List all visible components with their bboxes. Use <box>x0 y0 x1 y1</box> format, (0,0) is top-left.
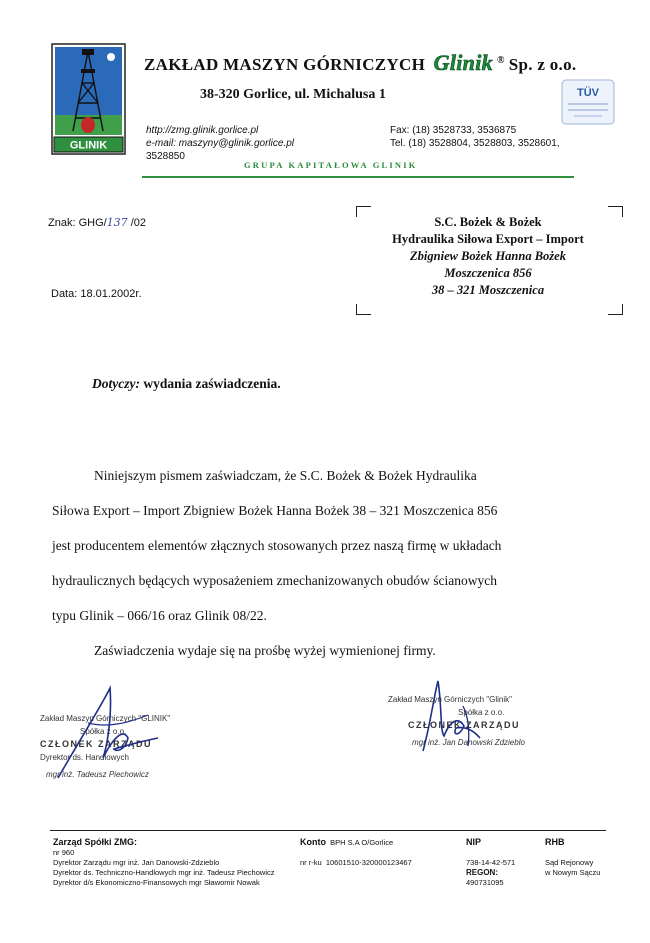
website-link[interactable]: http://zmg.glinik.gorlice.pl <box>146 125 259 136</box>
footer-board <box>53 837 274 888</box>
body-line: Zaświadczenia wydaje się na prośbę wyżej wymienionej firmy. <box>94 643 436 658</box>
znak-handwritten-number: 137 <box>106 216 128 229</box>
rhb-label: RHB <box>545 837 565 847</box>
recipient-line: 38 – 321 Moszczenica <box>431 283 545 297</box>
capital-group-line: GRUPA KAPITAŁOWA GLINIK <box>244 160 418 170</box>
header-divider <box>142 176 574 178</box>
legal-form: Sp. z o.o. <box>508 55 577 74</box>
stamp-line: mgr inż. Jan Danowski Zdzieblo <box>412 738 525 747</box>
tel-number: Tel. (18) 3528804, 3528803, 3528601, <box>390 138 560 149</box>
tuv-certificate-badge <box>560 78 616 126</box>
tuv-icon <box>560 78 616 126</box>
stamp-line: Dyrektor ds. Handlowych <box>40 753 129 762</box>
znak-prefix: Znak: GHG/ <box>48 217 107 229</box>
footer-registry <box>545 837 600 878</box>
stamp-line: Spółka z o.o. <box>80 727 127 736</box>
contact-phone-fax <box>390 124 560 150</box>
contact-web-email <box>146 124 294 163</box>
brand-wordmark: Glinik <box>433 50 493 75</box>
nip-number: 738-14-42-571 <box>466 858 516 867</box>
address-corner-mark <box>356 206 371 217</box>
regon-label: REGON: <box>466 868 498 877</box>
nip-label: NIP <box>466 837 482 847</box>
fax-number: Fax: (18) 3528733, 3536875 <box>390 125 517 136</box>
subject-text: wydania zaświadczenia. <box>139 376 281 391</box>
footer-divider <box>50 830 606 831</box>
account-prefix: nr r-ku <box>300 858 322 867</box>
logo-label: GLINIK <box>69 139 108 152</box>
body-line: jest producentem elementów złącznych stosowanych przez naszą firmę w układach <box>52 538 502 553</box>
board-title: Zarząd Spółki ZMG: <box>53 837 138 847</box>
company-address: 38-320 Gorlice, ul. Michalusa 1 <box>200 87 386 102</box>
recipient-address <box>370 214 606 299</box>
board-nr: nr 960 <box>53 848 75 857</box>
registered-mark: ® <box>496 55 505 67</box>
letter-subject <box>92 376 281 392</box>
email-link[interactable]: e-mail: maszyny@glinik.gorlice.pl <box>146 138 294 149</box>
company-logo <box>51 43 126 155</box>
recipient-line: S.C. Bożek & Bożek <box>434 215 542 229</box>
board-director: Dyrektor ds. Techniczno-Handlowych mgr inż. Tadeusz Piechowicz <box>53 868 275 877</box>
reference-number <box>48 216 146 229</box>
stamp-line: Spółka z o.o. <box>458 708 505 717</box>
regon-number: 490731095 <box>466 878 504 887</box>
subject-label: Dotyczy: <box>92 376 140 391</box>
company-name-text: ZAKŁAD MASZYN GÓRNICZYCH <box>144 55 426 74</box>
letter-body <box>52 458 592 668</box>
court-line: Sąd Rejonowy <box>545 858 594 867</box>
board-director: Dyrektor Zarządu mgr inż. Jan Danowski-Zdzieblo <box>53 858 220 867</box>
znak-suffix: /02 <box>127 217 147 229</box>
letter-date: Data: 18.01.2002r. <box>51 288 142 300</box>
address-corner-mark <box>356 304 371 315</box>
svg-text:TÜV: TÜV <box>577 87 599 99</box>
body-line: Siłowa Export – Import Zbigniew Bożek Hanna Bożek 38 – 321 Moszczenica 856 <box>52 503 498 518</box>
recipient-line: Moszczenica 856 <box>444 266 532 280</box>
board-director: Dyrektor d/s Ekonomiczno-Finansowych mgr Sławomir Nowak <box>53 878 260 887</box>
stamp-line: mgr inż. Tadeusz Piechowicz <box>46 770 149 779</box>
phone-extra: 3528850 <box>146 151 185 162</box>
oil-derrick-icon <box>51 43 126 155</box>
stamp-line: Zakład Maszyn Górniczych "GLINIK" <box>40 714 171 723</box>
footer-bank <box>300 837 412 868</box>
left-handwritten-signature <box>48 683 168 783</box>
stamp-line: CZŁONEK ZARZĄDU <box>40 739 152 749</box>
stamp-line: Zakład Maszyn Górniczych "Glinik" <box>388 695 512 704</box>
body-line: hydraulicznych będących wyposażeniem zmechanizowanych obudów ścianowych <box>52 573 497 588</box>
right-handwritten-signature <box>408 676 498 756</box>
bank-name: BPH S.A O/Gorlice <box>330 838 394 847</box>
company-name <box>144 50 576 76</box>
stamp-line: CZŁONEK ZARZĄDU <box>408 720 520 730</box>
body-line: Niniejszym pismem zaświadczam, że S.C. Bożek & Bożek Hydraulika <box>94 468 477 483</box>
address-corner-mark <box>608 206 623 217</box>
body-line: typu Glinik – 066/16 oraz Glinik 08/22. <box>52 608 267 623</box>
address-corner-mark <box>608 304 623 315</box>
recipient-line: Hydraulika Siłowa Export – Import <box>392 232 584 246</box>
recipient-line: Zbigniew Bożek Hanna Bożek <box>410 249 566 263</box>
footer-nip-regon <box>466 837 515 888</box>
account-number: 10601510-320000123467 <box>325 858 412 867</box>
court-line: w Nowym Sączu <box>545 868 601 877</box>
konto-label: Konto <box>300 837 326 847</box>
